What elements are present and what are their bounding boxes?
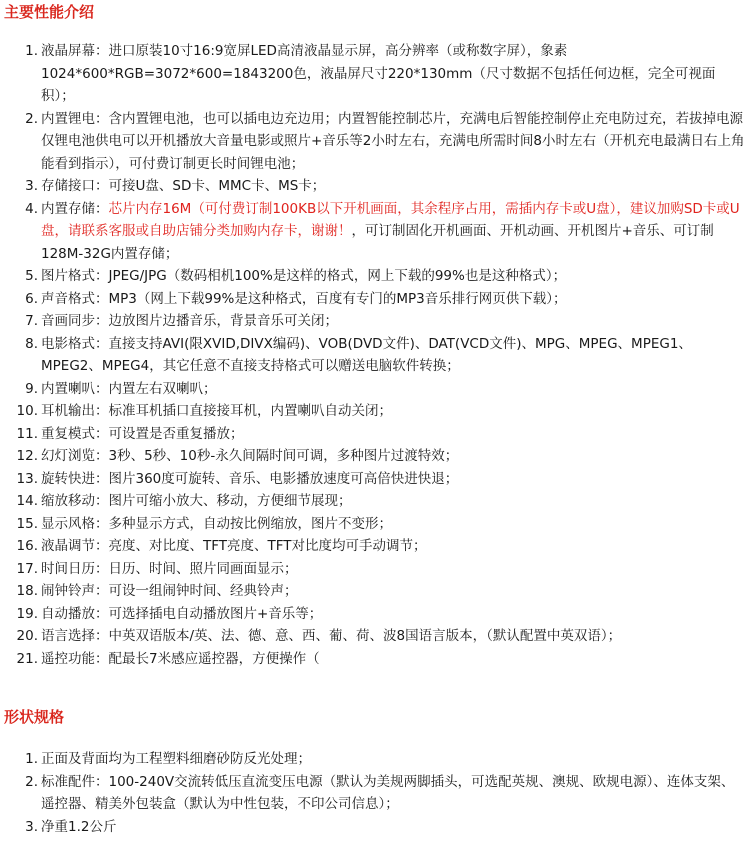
item-number: 1. bbox=[25, 43, 38, 59]
item-number: 1. bbox=[25, 751, 38, 767]
item-text: 标准配件：100-240V交流转低压直流变压电源（默认为美规两脚插头，可选配英规、澳规、欧规电源）、连体支架、遥控器、精美外包装盒（默认为中性包装，不印公司信息）； bbox=[41, 773, 735, 812]
list-item bbox=[0, 378, 750, 401]
item-text: 正面及背面均为工程塑料细磨砂防反光处理； bbox=[41, 751, 311, 767]
item-number: 21. bbox=[16, 650, 38, 667]
specs-list bbox=[0, 748, 750, 838]
list-item bbox=[0, 490, 750, 513]
list-item bbox=[0, 265, 750, 288]
item-text: 闹钟铃声：可设一组闹钟时间、经典铃声； bbox=[41, 583, 298, 599]
list-item bbox=[0, 468, 750, 491]
item-text: 内置锂电：含内置锂电池，也可以插电边充边用；内置智能控制芯片，充满电后智能控制停止充电防过充，若拔掉电源仅锂电池供电可以开机播放大音量电影或照片+音乐等2小时左右，充满电所需时间8小时左右（开机充电最满日右上角能看到指示），可付费订制更长时间锂电池； bbox=[41, 110, 745, 172]
item-number: 6. bbox=[25, 290, 38, 307]
item-text-prefix: 内置存储： bbox=[41, 200, 109, 217]
item-text: 重复模式：可设置是否重复播放； bbox=[41, 425, 244, 442]
item-text: 声音格式：MP3（网上下载99%是这种格式，百度有专门的MP3音乐排行网页供下载）； bbox=[41, 290, 567, 307]
item-number: 7. bbox=[25, 313, 38, 329]
item-number: 14. bbox=[16, 493, 38, 509]
features-list bbox=[0, 40, 750, 670]
list-item bbox=[0, 748, 750, 771]
item-text: 内置喇叭：内置左右双喇叭； bbox=[41, 380, 217, 397]
item-number: 12. bbox=[16, 448, 38, 464]
item-number: 3. bbox=[25, 818, 38, 835]
item-text: 图片格式：JPEG/JPG（数码相机100%是这样的格式，网上下载的99%也是这种格式）； bbox=[41, 268, 567, 284]
item-number: 4. bbox=[25, 200, 38, 217]
item-number: 11. bbox=[16, 425, 38, 442]
item-text: 液晶调节：亮度、对比度、TFT亮度、TFT对比度均可手动调节； bbox=[41, 538, 427, 554]
item-text-highlight: 芯片内存16M（可付费订制100KB以下开机画面，其余程序占用，需插内存卡或U盘），建议加购SD卡或U盘，请联系客服或自助店铺分类加购内存卡，谢谢！ bbox=[41, 200, 740, 239]
item-text: 遥控功能：配最长7米感应遥控器，方便操作（ bbox=[41, 650, 320, 667]
item-number: 8. bbox=[25, 335, 38, 352]
list-item bbox=[0, 333, 750, 378]
item-number: 5. bbox=[25, 268, 38, 284]
list-item bbox=[0, 816, 750, 839]
item-text: 时间日历：日历、时间、照片同画面显示； bbox=[41, 560, 298, 577]
list-item bbox=[0, 771, 750, 816]
list-item bbox=[0, 198, 750, 266]
item-text-suffix: ，可订制固化开机画面、开机动画、开机图片+音乐、可订制128M-32G内置存储； bbox=[41, 223, 714, 262]
list-item bbox=[0, 288, 750, 311]
list-item bbox=[0, 310, 750, 333]
item-text: 存储接口：可接U盘、SD卡、MMC卡、MS卡； bbox=[41, 178, 326, 194]
item-number: 18. bbox=[16, 583, 38, 599]
list-item bbox=[0, 40, 750, 108]
list-item bbox=[0, 535, 750, 558]
item-text: 显示风格：多种显示方式，自动按比例缩放，图片不变形； bbox=[41, 515, 392, 532]
list-item bbox=[0, 603, 750, 626]
item-text: 旋转快进：图片360度可旋转、音乐、电影播放速度可高倍快进快退； bbox=[41, 470, 459, 487]
item-number: 16. bbox=[16, 538, 38, 554]
list-item bbox=[0, 445, 750, 468]
item-text: 幻灯浏览：3秒、5秒、10秒-永久间隔时间可调，多种图片过渡特效； bbox=[41, 448, 459, 464]
list-item bbox=[0, 175, 750, 198]
list-item bbox=[0, 108, 750, 176]
item-number: 2. bbox=[25, 110, 38, 127]
item-text: 缩放移动：图片可缩小放大、移动，方便细节展现； bbox=[41, 493, 352, 509]
list-item bbox=[0, 513, 750, 536]
item-text bbox=[38, 198, 750, 266]
item-number: 9. bbox=[25, 380, 38, 397]
item-number: 15. bbox=[16, 515, 38, 532]
item-text: 自动播放：可选择插电自动播放图片+音乐等； bbox=[41, 605, 323, 622]
item-text: 耳机输出：标准耳机插口直接接耳机，内置喇叭自动关闭； bbox=[41, 403, 392, 419]
item-number: 10. bbox=[16, 403, 38, 419]
list-item bbox=[0, 423, 750, 446]
section-title-specs: 形状规格 bbox=[4, 708, 65, 726]
item-text: 净重1.2公斤 bbox=[41, 818, 117, 835]
list-item bbox=[0, 580, 750, 603]
list-item bbox=[0, 648, 750, 671]
item-number: 19. bbox=[16, 605, 38, 622]
item-text: 液晶屏幕：进口原装10寸16:9宽屏LED高清液晶显示屏，高分辨率（或称数字屏），象素1024*600*RGB=3072*600=1843200色，液晶屏尺寸220*130mm（尺寸数据不包括任何边框，完全可视面积）； bbox=[41, 43, 716, 104]
item-number: 20. bbox=[16, 628, 38, 644]
item-text: 音画同步：边放图片边播音乐，背景音乐可关闭； bbox=[41, 313, 338, 329]
item-number: 3. bbox=[25, 178, 38, 194]
list-item bbox=[0, 400, 750, 423]
item-number: 2. bbox=[25, 773, 38, 790]
item-number: 17. bbox=[16, 560, 38, 577]
item-text: 电影格式：直接支持AVI(限XVID,DIVX编码)、VOB(DVD文件)、DAT(VCD文件)、MPG、MPEG、MPEG1、MPEG2、MPEG4，其它任意不直接支持格式可以赠送电脑软件转换； bbox=[41, 335, 692, 374]
list-item bbox=[0, 625, 750, 648]
item-text: 语言选择：中英双语版本/英、法、德、意、西、葡、荷、波8国语言版本，（默认配置中英双语）； bbox=[41, 628, 622, 644]
list-item bbox=[0, 558, 750, 581]
item-number: 13. bbox=[16, 470, 38, 487]
section-title-features: 主要性能介绍 bbox=[4, 3, 95, 21]
